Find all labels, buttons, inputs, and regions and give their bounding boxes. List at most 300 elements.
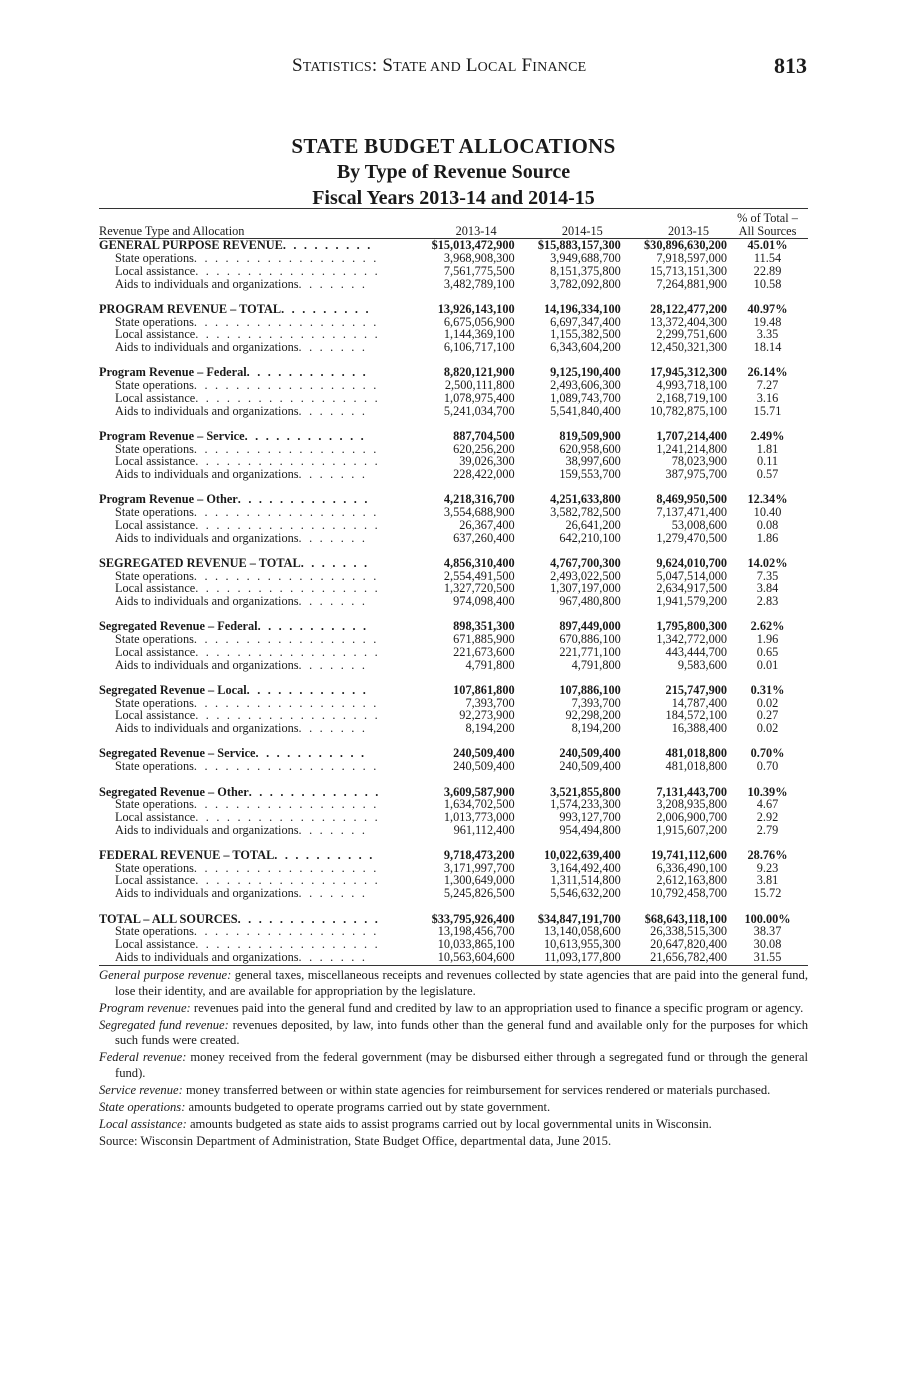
cell-pct-total: 1.86 — [756, 530, 779, 545]
cell-pct-total: 0.02 — [756, 695, 779, 710]
cell-2014-15: 38,997,600 — [565, 454, 621, 469]
cell-2014-15: 1,155,382,500 — [550, 327, 621, 342]
running-head-part: F — [516, 55, 533, 76]
definition-note — [99, 968, 808, 999]
row-label — [99, 278, 408, 291]
definition-note — [99, 1018, 808, 1049]
row-label-text: TOTAL – ALL SOURCES — [99, 911, 238, 926]
row-label-text: State operations — [115, 378, 194, 393]
cell-2013-15: 8,469,950,500 — [656, 492, 728, 507]
cell-pct-total: 100.00% — [744, 911, 791, 926]
definition-text: revenues paid into the general fund and credited by law to an appropriation used to finance a specific program or agency. — [190, 1000, 804, 1015]
leader-dots: . . . . . . . — [300, 555, 370, 570]
cell-2013-15: 53,008,600 — [671, 517, 728, 532]
row-label-text: Aids to individuals and organizations — [115, 340, 299, 355]
cell-2014-15: 8,194,200 — [571, 721, 621, 736]
cell-pct-total: 10.39% — [747, 784, 788, 799]
cell-2014-15: 5,546,632,200 — [550, 886, 621, 901]
leader-dots: . . . . . . . . . — [282, 238, 373, 253]
definition-term: Program revenue: — [99, 1000, 191, 1015]
row-label-text: Segregated Revenue – Service — [99, 746, 256, 761]
header-row-1 — [99, 212, 808, 225]
cell-2014-15: 3,521,855,800 — [550, 784, 621, 799]
cell-2013-15: 2,168,719,100 — [656, 390, 728, 405]
cell-2013-14: 2,500,111,800 — [444, 378, 515, 393]
leader-dots: . . . . . . . . . . . . . . — [237, 911, 381, 926]
leader-dots: . . . . . . . . . . . . . . . . . . — [193, 378, 379, 393]
table-row — [99, 887, 808, 900]
cell-2014-15: 14,196,334,100 — [543, 301, 621, 316]
leader-dots: . . . . . . . . . . . . . . . . . . — [195, 644, 380, 659]
cell-pct-total: 2.49% — [750, 428, 785, 443]
table-row — [99, 468, 808, 481]
type-header: Revenue Type and Allocation — [99, 225, 408, 239]
leader-dots: . . . . . . . . . . . . . . . . . . — [193, 797, 379, 812]
page-title — [0, 133, 907, 211]
row-label-text: Local assistance — [115, 581, 196, 596]
cell-2013-14: 9,718,473,200 — [443, 848, 515, 862]
cell-pct-total: 40.97% — [747, 301, 788, 316]
cell-2014-15: 7,393,700 — [571, 695, 621, 710]
definition-text: money received from the federal government (may be disbursed either through a segregated fund or through the general fund). — [115, 1050, 808, 1081]
cell-2014-15: 3,782,092,800 — [550, 276, 621, 291]
running-head-part: : S — [371, 55, 394, 76]
row-label-text: Local assistance — [115, 454, 196, 469]
cell-pct-total: 0.65 — [756, 644, 779, 659]
leader-dots: . . . . . . . . . — [281, 301, 371, 316]
cell-2013-15: 16,388,400 — [671, 721, 728, 736]
leader-dots: . . . . . . . . . . . . . . . . . . — [195, 581, 380, 596]
leader-dots: . . . . . . . . . . . . . — [237, 492, 370, 507]
leader-dots: . . . . . . . . . . — [274, 848, 375, 862]
cell-2014-15: 11,093,177,800 — [544, 949, 621, 964]
row-label — [99, 659, 408, 672]
definition-term: General purpose revenue: — [99, 968, 232, 982]
cell-2014-15: 8,151,375,800 — [550, 263, 621, 278]
leader-dots: . . . . . . . . . . . — [257, 619, 369, 634]
cell-2014-15: 240,509,400 — [559, 746, 621, 761]
leader-dots: . . . . . . . — [298, 467, 368, 482]
row-label-text: Aids to individuals and organizations — [115, 594, 299, 609]
cell-pct-total: 9.23 — [756, 860, 779, 875]
cell-2013-14: 2,554,491,500 — [443, 568, 515, 583]
cell-2013-14: 240,509,400 — [453, 759, 515, 774]
leader-dots: . . . . . . . . . . . . . . . . . . — [195, 517, 380, 532]
row-label-text: Local assistance — [115, 708, 196, 723]
leader-dots: . . . . . . . . . . . . . . . . . . — [195, 454, 380, 469]
definition-text: revenues deposited, by law, into funds other than the general fund and available only for the purposes for which such funds were created. — [115, 1017, 809, 1048]
row-label-text: FEDERAL REVENUE – TOTAL — [99, 848, 275, 862]
cell-pct-total: 11.54 — [753, 251, 782, 266]
row-label-text: SEGREGATED REVENUE – TOTAL — [99, 555, 301, 570]
cell-2013-14: 13,198,456,700 — [437, 924, 515, 939]
cell-2014-15: 5,541,840,400 — [550, 403, 621, 418]
cell-2013-15: 7,137,471,400 — [656, 505, 728, 520]
notes — [99, 968, 808, 1152]
row-label — [99, 405, 408, 418]
row-label-text: State operations — [115, 759, 194, 774]
row-label-text: State operations — [115, 797, 194, 812]
cell-2013-15: 12,450,321,300 — [650, 340, 728, 355]
row-label-text: Aids to individuals and organizations — [115, 721, 299, 736]
cell-2013-14: 4,791,800 — [465, 657, 515, 672]
running-head-part: L — [460, 55, 478, 76]
leader-dots: . . . . . . . — [298, 657, 368, 672]
table-row — [99, 405, 808, 418]
cell-2014-15: 3,164,492,400 — [550, 860, 621, 875]
total-header: 2013-15 — [621, 225, 727, 239]
cell-pct-total: 19.48 — [753, 314, 782, 329]
cell-2013-14: 107,861,800 — [453, 682, 515, 697]
table-row — [99, 951, 808, 964]
cell-2013-14: 3,171,997,700 — [443, 860, 515, 875]
cell-2013-15: 215,747,900 — [665, 682, 728, 697]
cell-2013-14: 4,856,310,400 — [443, 555, 515, 570]
cell-pct-total: 22.89 — [753, 263, 782, 278]
cell-2013-15: 481,018,800 — [665, 746, 728, 761]
leader-dots: . . . . . . . . . . . . — [246, 682, 368, 697]
leader-dots: . . . . . . . . . . . . . . . . . . — [195, 873, 380, 888]
cell-2013-14: 1,634,702,500 — [443, 797, 515, 812]
row-label-text: State operations — [115, 632, 194, 647]
cell-2013-14: 1,327,720,500 — [443, 581, 515, 596]
leader-dots: . . . . . . . . . . . . . . . . . . — [193, 860, 379, 875]
cell-2014-15: 26,641,200 — [565, 517, 621, 532]
cell-2013-14: 6,106,717,100 — [443, 340, 515, 355]
row-label — [99, 951, 408, 964]
cell-2013-14: 3,609,587,900 — [443, 784, 515, 799]
row-label — [99, 887, 408, 900]
cell-2013-14: 1,078,975,400 — [443, 390, 515, 405]
cell-2013-14: 39,026,300 — [459, 454, 515, 469]
cell-pct-total: 2.79 — [756, 822, 779, 837]
leader-dots: . . . . . . . — [298, 530, 368, 545]
cell-2014-15: 1,089,743,700 — [550, 390, 621, 405]
cell-2013-15: 9,624,010,700 — [656, 555, 728, 570]
row-label — [99, 532, 408, 545]
running-head — [292, 55, 586, 77]
cell-2014-15: 107,886,100 — [559, 682, 621, 697]
row-label — [99, 722, 408, 735]
row-label-text: Aids to individuals and organizations — [115, 530, 299, 545]
cell-2013-15: 26,338,515,300 — [650, 924, 728, 939]
table-row — [99, 341, 808, 354]
cell-2014-15: 6,343,604,200 — [550, 340, 621, 355]
cell-2013-15: 2,299,751,600 — [656, 327, 728, 342]
row-label-text: Local assistance — [115, 517, 196, 532]
cell-2013-15: 4,993,718,100 — [656, 378, 728, 393]
cell-2013-15: 10,792,458,700 — [650, 886, 728, 901]
cell-2014-15: 240,509,400 — [559, 759, 621, 774]
cell-pct-total: 3.35 — [756, 327, 779, 342]
cell-2014-15: 620,958,600 — [559, 441, 621, 456]
running-head-part: S — [292, 55, 303, 76]
row-label-text: Aids to individuals and organizations — [115, 467, 299, 482]
cell-2013-15: 1,342,772,000 — [656, 632, 728, 647]
cell-2013-15: 19,741,112,600 — [650, 848, 728, 862]
cell-pct-total: 0.11 — [756, 454, 779, 469]
cell-pct-total: 0.70 — [756, 759, 779, 774]
definition-term: Service revenue: — [99, 1083, 183, 1098]
row-label-text: Local assistance — [115, 263, 196, 278]
cell-2013-15: 15,713,151,300 — [650, 263, 728, 278]
cell-2013-14: 5,245,826,500 — [443, 886, 515, 901]
cell-pct-total: 15.72 — [753, 886, 782, 901]
cell-2014-15: 159,553,700 — [559, 467, 621, 482]
cell-2013-15: 443,444,700 — [665, 644, 728, 659]
cell-2013-15: 1,941,579,200 — [656, 594, 728, 609]
cell-2013-15: 5,047,514,000 — [656, 568, 728, 583]
cell-2014-15: 642,210,100 — [559, 530, 621, 545]
cell-2013-14: 6,675,056,900 — [443, 314, 515, 329]
cell-2013-15: 9,583,600 — [677, 657, 728, 672]
running-head-part: TATE AND — [393, 60, 461, 75]
row-label-text: Aids to individuals and organizations — [115, 822, 299, 837]
leader-dots: . . . . . . . . . . . . . . . . . . — [195, 809, 380, 824]
cell-2013-14: 898,351,300 — [453, 619, 515, 634]
table-bottom-rule — [99, 965, 808, 966]
cell-2013-15: 1,915,607,200 — [656, 822, 728, 837]
leader-dots: . . . . . . . — [298, 949, 368, 964]
cell-2014-15: 967,480,800 — [559, 594, 621, 609]
cell-2013-15: 14,787,400 — [671, 695, 728, 710]
cell-2013-14: $15,013,472,900 — [431, 238, 515, 253]
leader-dots: . . . . . . . — [298, 822, 368, 837]
leader-dots: . . . . . . . . . . . . — [244, 428, 366, 443]
cell-2013-14: 1,013,773,000 — [443, 809, 515, 824]
cell-2013-14: 961,112,400 — [453, 822, 515, 837]
row-label-text: Local assistance — [115, 327, 196, 342]
leader-dots: . . . . . . . . . . . . . . . . . . — [193, 759, 379, 774]
cell-pct-total: 4.67 — [756, 797, 779, 812]
cell-2013-14: 10,033,865,100 — [437, 936, 515, 951]
leader-dots: . . . . . . . . . . . . . . . . . . — [195, 708, 380, 723]
running-head-part: TATISTICS — [302, 60, 372, 75]
cell-2014-15: 1,574,233,300 — [550, 797, 621, 812]
cell-2013-14: 5,241,034,700 — [443, 403, 515, 418]
row-label-text: State operations — [115, 314, 194, 329]
leader-dots: . . . . . . . . . . . . . . . . . . — [193, 695, 379, 710]
cell-2013-14: 620,256,200 — [453, 441, 515, 456]
row-label-text: Program Revenue – Other — [99, 492, 238, 507]
leader-dots: . . . . . . . — [298, 886, 368, 901]
row-label-text: Aids to individuals and organizations — [115, 276, 299, 291]
budget-table — [99, 212, 808, 963]
cell-2013-14: 13,926,143,100 — [437, 301, 515, 316]
definition-text: amounts budgeted to operate programs carried out by state government. — [185, 1100, 551, 1115]
row-label — [99, 824, 408, 837]
cell-pct-total: 45.01% — [747, 238, 788, 253]
row-label-text: Local assistance — [115, 644, 196, 659]
leader-dots: . . . . . . . . . . . — [255, 746, 367, 761]
cell-2014-15: $34,847,191,700 — [537, 911, 621, 926]
cell-pct-total: 3.81 — [756, 873, 779, 888]
row-label-text: Program Revenue – Federal — [99, 365, 247, 380]
cell-pct-total: 2.83 — [756, 594, 779, 609]
cell-pct-total: 7.35 — [756, 568, 779, 583]
definition-term: State operations: — [99, 1100, 186, 1115]
table-row — [99, 595, 808, 608]
cell-2013-15: 10,782,875,100 — [650, 403, 728, 418]
title-line-2: By Type of Revenue Source — [336, 161, 571, 183]
cell-2013-15: 481,018,800 — [665, 759, 728, 774]
page-number: 813 — [774, 53, 807, 78]
cell-2013-14: 3,968,908,300 — [443, 251, 515, 266]
leader-dots: . . . . . . . . . . . . . . . . . . — [193, 441, 379, 456]
row-label-text: Local assistance — [115, 936, 196, 951]
cell-pct-total: 2.92 — [756, 809, 779, 824]
cell-pct-total: 15.71 — [753, 403, 782, 418]
cell-2014-15: 3,582,782,500 — [550, 505, 621, 520]
definition-text: general taxes, miscellaneous receipts and revenues collected by state agencies that are paid into the general fund, lose their identity, and are available for appropriation by the legislature. — [115, 968, 808, 998]
title-line-3: Fiscal Years 2013-14 and 2014-15 — [312, 187, 595, 209]
cell-pct-total: 10.58 — [753, 276, 782, 291]
source-note: Source: Wisconsin Department of Administration, State Budget Office, departmental data, June 2015. — [99, 1134, 612, 1149]
leader-dots: . . . . . . . . . . . . . . . . . . — [193, 632, 379, 647]
cell-2014-15: 10,022,639,400 — [543, 848, 621, 862]
row-label — [99, 760, 408, 773]
row-label-text: Aids to individuals and organizations — [115, 403, 299, 418]
cell-2014-15: 2,493,606,300 — [550, 378, 621, 393]
year1-header: 2013-14 — [408, 225, 514, 239]
cell-2013-14: 1,144,369,100 — [443, 327, 515, 342]
cell-2013-15: 184,572,100 — [665, 708, 728, 723]
cell-2014-15: 2,493,022,500 — [550, 568, 621, 583]
cell-2013-15: 1,279,470,500 — [656, 530, 728, 545]
row-label-text: Local assistance — [115, 390, 196, 405]
cell-pct-total: 3.84 — [756, 581, 779, 596]
cell-2013-15: 6,336,490,100 — [656, 860, 728, 875]
cell-2013-15: 7,264,881,900 — [656, 276, 728, 291]
definition-note — [99, 1001, 808, 1017]
cell-2013-15: 3,208,935,800 — [656, 797, 728, 812]
cell-2013-15: 28,122,477,200 — [650, 301, 728, 316]
row-label-text: State operations — [115, 568, 194, 583]
cell-2014-15: 10,613,955,300 — [543, 936, 621, 951]
cell-2014-15: 993,127,700 — [559, 809, 621, 824]
cell-pct-total: 38.37 — [753, 924, 782, 939]
cell-2013-15: 387,975,700 — [665, 467, 728, 482]
definition-note — [99, 1100, 808, 1116]
pct-header-line-2: All Sources — [727, 225, 808, 239]
cell-pct-total: 3.16 — [756, 390, 779, 405]
cell-2013-14: 7,393,700 — [465, 695, 515, 710]
row-label — [99, 341, 408, 354]
cell-2013-14: 221,673,600 — [453, 644, 515, 659]
definition-note — [99, 1050, 808, 1081]
row-label-text: State operations — [115, 924, 194, 939]
cell-pct-total: 14.02% — [747, 555, 788, 570]
table-row — [99, 278, 808, 291]
cell-2013-15: $30,896,630,200 — [644, 238, 728, 253]
row-label-text: Segregated Revenue – Federal — [99, 619, 258, 634]
cell-2014-15: 9,125,190,400 — [550, 365, 621, 380]
cell-pct-total: 0.31% — [750, 682, 785, 697]
cell-pct-total: 0.57 — [756, 467, 779, 482]
leader-dots: . . . . . . . . . . . . . . . . . . — [193, 251, 379, 266]
row-label-text: Segregated Revenue – Local — [99, 682, 247, 697]
cell-2013-15: 2,634,917,500 — [656, 581, 728, 596]
cell-2013-14: 8,194,200 — [465, 721, 515, 736]
cell-2013-15: 7,918,597,000 — [656, 251, 728, 266]
cell-2013-15: 1,241,214,800 — [656, 441, 728, 456]
row-label-text: Aids to individuals and organizations — [115, 657, 299, 672]
leader-dots: . . . . . . . — [298, 276, 368, 291]
row-label-text: Segregated Revenue – Other — [99, 784, 249, 799]
title-line-1: STATE BUDGET ALLOCATIONS — [291, 134, 616, 158]
cell-2013-14: 671,885,900 — [453, 632, 515, 647]
table-row — [99, 760, 808, 773]
table-row — [99, 532, 808, 545]
cell-pct-total: 10.40 — [753, 505, 782, 520]
cell-2013-14: 3,554,688,900 — [443, 505, 515, 520]
cell-2014-15: $15,883,157,300 — [537, 238, 621, 253]
leader-dots: . . . . . . . . . . . . . . . . . . — [193, 568, 379, 583]
cell-pct-total: 7.27 — [756, 378, 779, 393]
cell-pct-total: 1.96 — [756, 632, 779, 647]
leader-dots: . . . . . . . . . . . . . . . . . . — [195, 390, 380, 405]
table-row — [99, 659, 808, 672]
cell-2013-15: 13,372,404,300 — [650, 314, 728, 329]
definition-text: money transferred between or within state agencies for reimbursement for services rendered or materials purchased. — [182, 1083, 771, 1098]
definition-term: Federal revenue: — [99, 1050, 187, 1065]
cell-2014-15: 4,251,633,800 — [550, 492, 621, 507]
pct-header-line-1: % of Total – — [737, 211, 798, 225]
cell-2013-14: 1,300,649,000 — [443, 873, 515, 888]
definitions-list — [99, 968, 808, 1133]
cell-2014-15: 13,140,058,600 — [543, 924, 621, 939]
cell-2014-15: 92,298,200 — [565, 708, 621, 723]
cell-2013-15: 17,945,312,300 — [650, 365, 728, 380]
definition-note — [99, 1083, 808, 1099]
cell-pct-total: 0.08 — [756, 517, 779, 532]
leader-dots: . . . . . . . . . . . . . . . . . . — [195, 936, 380, 951]
cell-2013-14: 4,218,316,700 — [443, 492, 515, 507]
leader-dots: . . . . . . . . . . . . . — [248, 784, 381, 799]
leader-dots: . . . . . . . — [298, 721, 368, 736]
cell-2013-15: 20,647,820,400 — [650, 936, 728, 951]
cell-pct-total: 0.02 — [756, 721, 779, 736]
year2-header: 2014-15 — [515, 225, 621, 239]
cell-pct-total: 12.34% — [747, 492, 788, 507]
leader-dots: . . . . . . . . . . . . . . . . . . — [195, 263, 380, 278]
cell-2014-15: 6,697,347,400 — [550, 314, 621, 329]
row-label-text: Program Revenue – Service — [99, 428, 245, 443]
cell-pct-total: 26.14% — [747, 365, 788, 380]
cell-2014-15: 897,449,000 — [559, 619, 621, 634]
leader-dots: . . . . . . . . . . . . . . . . . . — [193, 924, 379, 939]
cell-2014-15: 819,509,900 — [559, 428, 621, 443]
cell-2013-15: 7,131,443,700 — [656, 784, 728, 799]
header-row-2 — [99, 225, 808, 239]
row-label — [99, 595, 408, 608]
cell-2014-15: 221,771,100 — [559, 644, 621, 659]
table-row — [99, 722, 808, 735]
cell-2013-15: 2,612,163,800 — [656, 873, 728, 888]
cell-2013-14: 240,509,400 — [453, 746, 515, 761]
cell-pct-total: 0.01 — [756, 657, 779, 672]
leader-dots: . . . . . . . — [298, 594, 368, 609]
definition-term: Segregated fund revenue: — [99, 1017, 229, 1032]
table-row — [99, 824, 808, 837]
table-body — [99, 239, 808, 963]
cell-2014-15: 954,494,800 — [559, 822, 621, 837]
row-label — [99, 468, 408, 481]
leader-dots: . . . . . . . — [298, 340, 368, 355]
leader-dots: . . . . . . . . . . . . . . . . . . — [193, 314, 379, 329]
cell-2014-15: 670,886,100 — [559, 632, 621, 647]
cell-2013-15: $68,643,118,100 — [644, 911, 728, 926]
